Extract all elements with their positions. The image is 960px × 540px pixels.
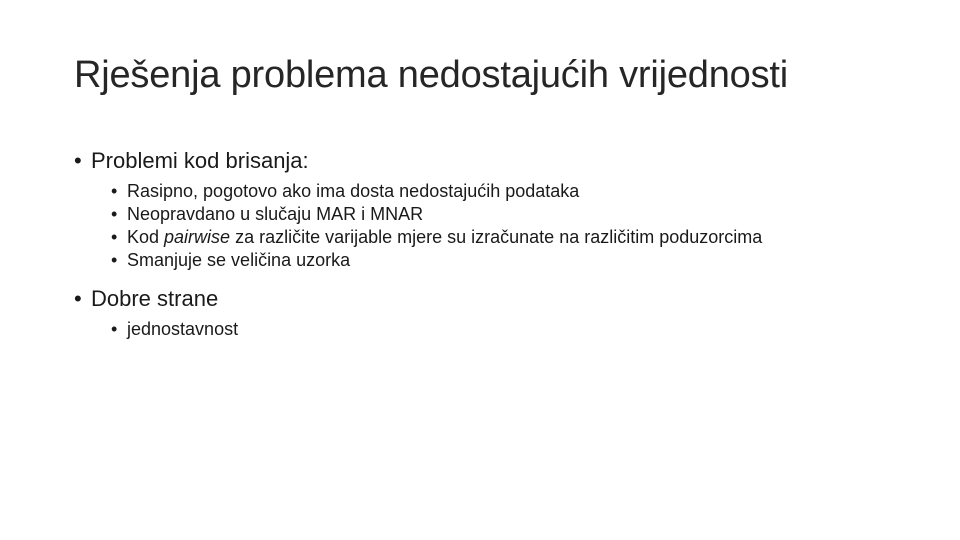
section-heading-dobre-strane: [74, 284, 894, 314]
section-items-problemi: [74, 180, 894, 272]
slide-content: [74, 146, 894, 341]
list-item-text: [127, 227, 762, 247]
section-heading-label: Dobre strane: [91, 286, 219, 311]
list-item-prefix: Kod: [127, 227, 165, 247]
section-items-dobre-strane: [74, 318, 894, 341]
list-item: [111, 180, 894, 203]
list-item: [111, 226, 894, 249]
bullet-icon: •: [111, 250, 118, 270]
list-item: [111, 203, 894, 226]
section-heading-problemi: [74, 146, 894, 176]
bullet-icon: •: [111, 319, 118, 339]
section-heading-label: Problemi kod brisanja:: [91, 148, 309, 173]
list-item-suffix: za različite varijable mjere su izračunate na različitim poduzorcima: [230, 227, 763, 247]
list-item-text: Smanjuje se veličina uzorka: [127, 250, 351, 270]
bullet-icon: •: [74, 286, 82, 311]
bullet-icon: •: [111, 204, 118, 224]
list-item-text: jednostavnost: [127, 319, 239, 339]
list-item-text: Neopravdano u slučaju MAR i MNAR: [127, 204, 424, 224]
bullet-icon: •: [111, 227, 118, 247]
list-item-emphasis: pairwise: [164, 227, 231, 247]
slide-title: Rješenja problema nedostajućih vrijednosti: [74, 54, 789, 96]
list-item: [111, 249, 894, 272]
list-item: [111, 318, 894, 341]
list-item-text: Rasipno, pogotovo ako ima dosta nedostajućih podataka: [127, 181, 580, 201]
bullet-icon: •: [111, 181, 118, 201]
bullet-icon: •: [74, 148, 82, 173]
